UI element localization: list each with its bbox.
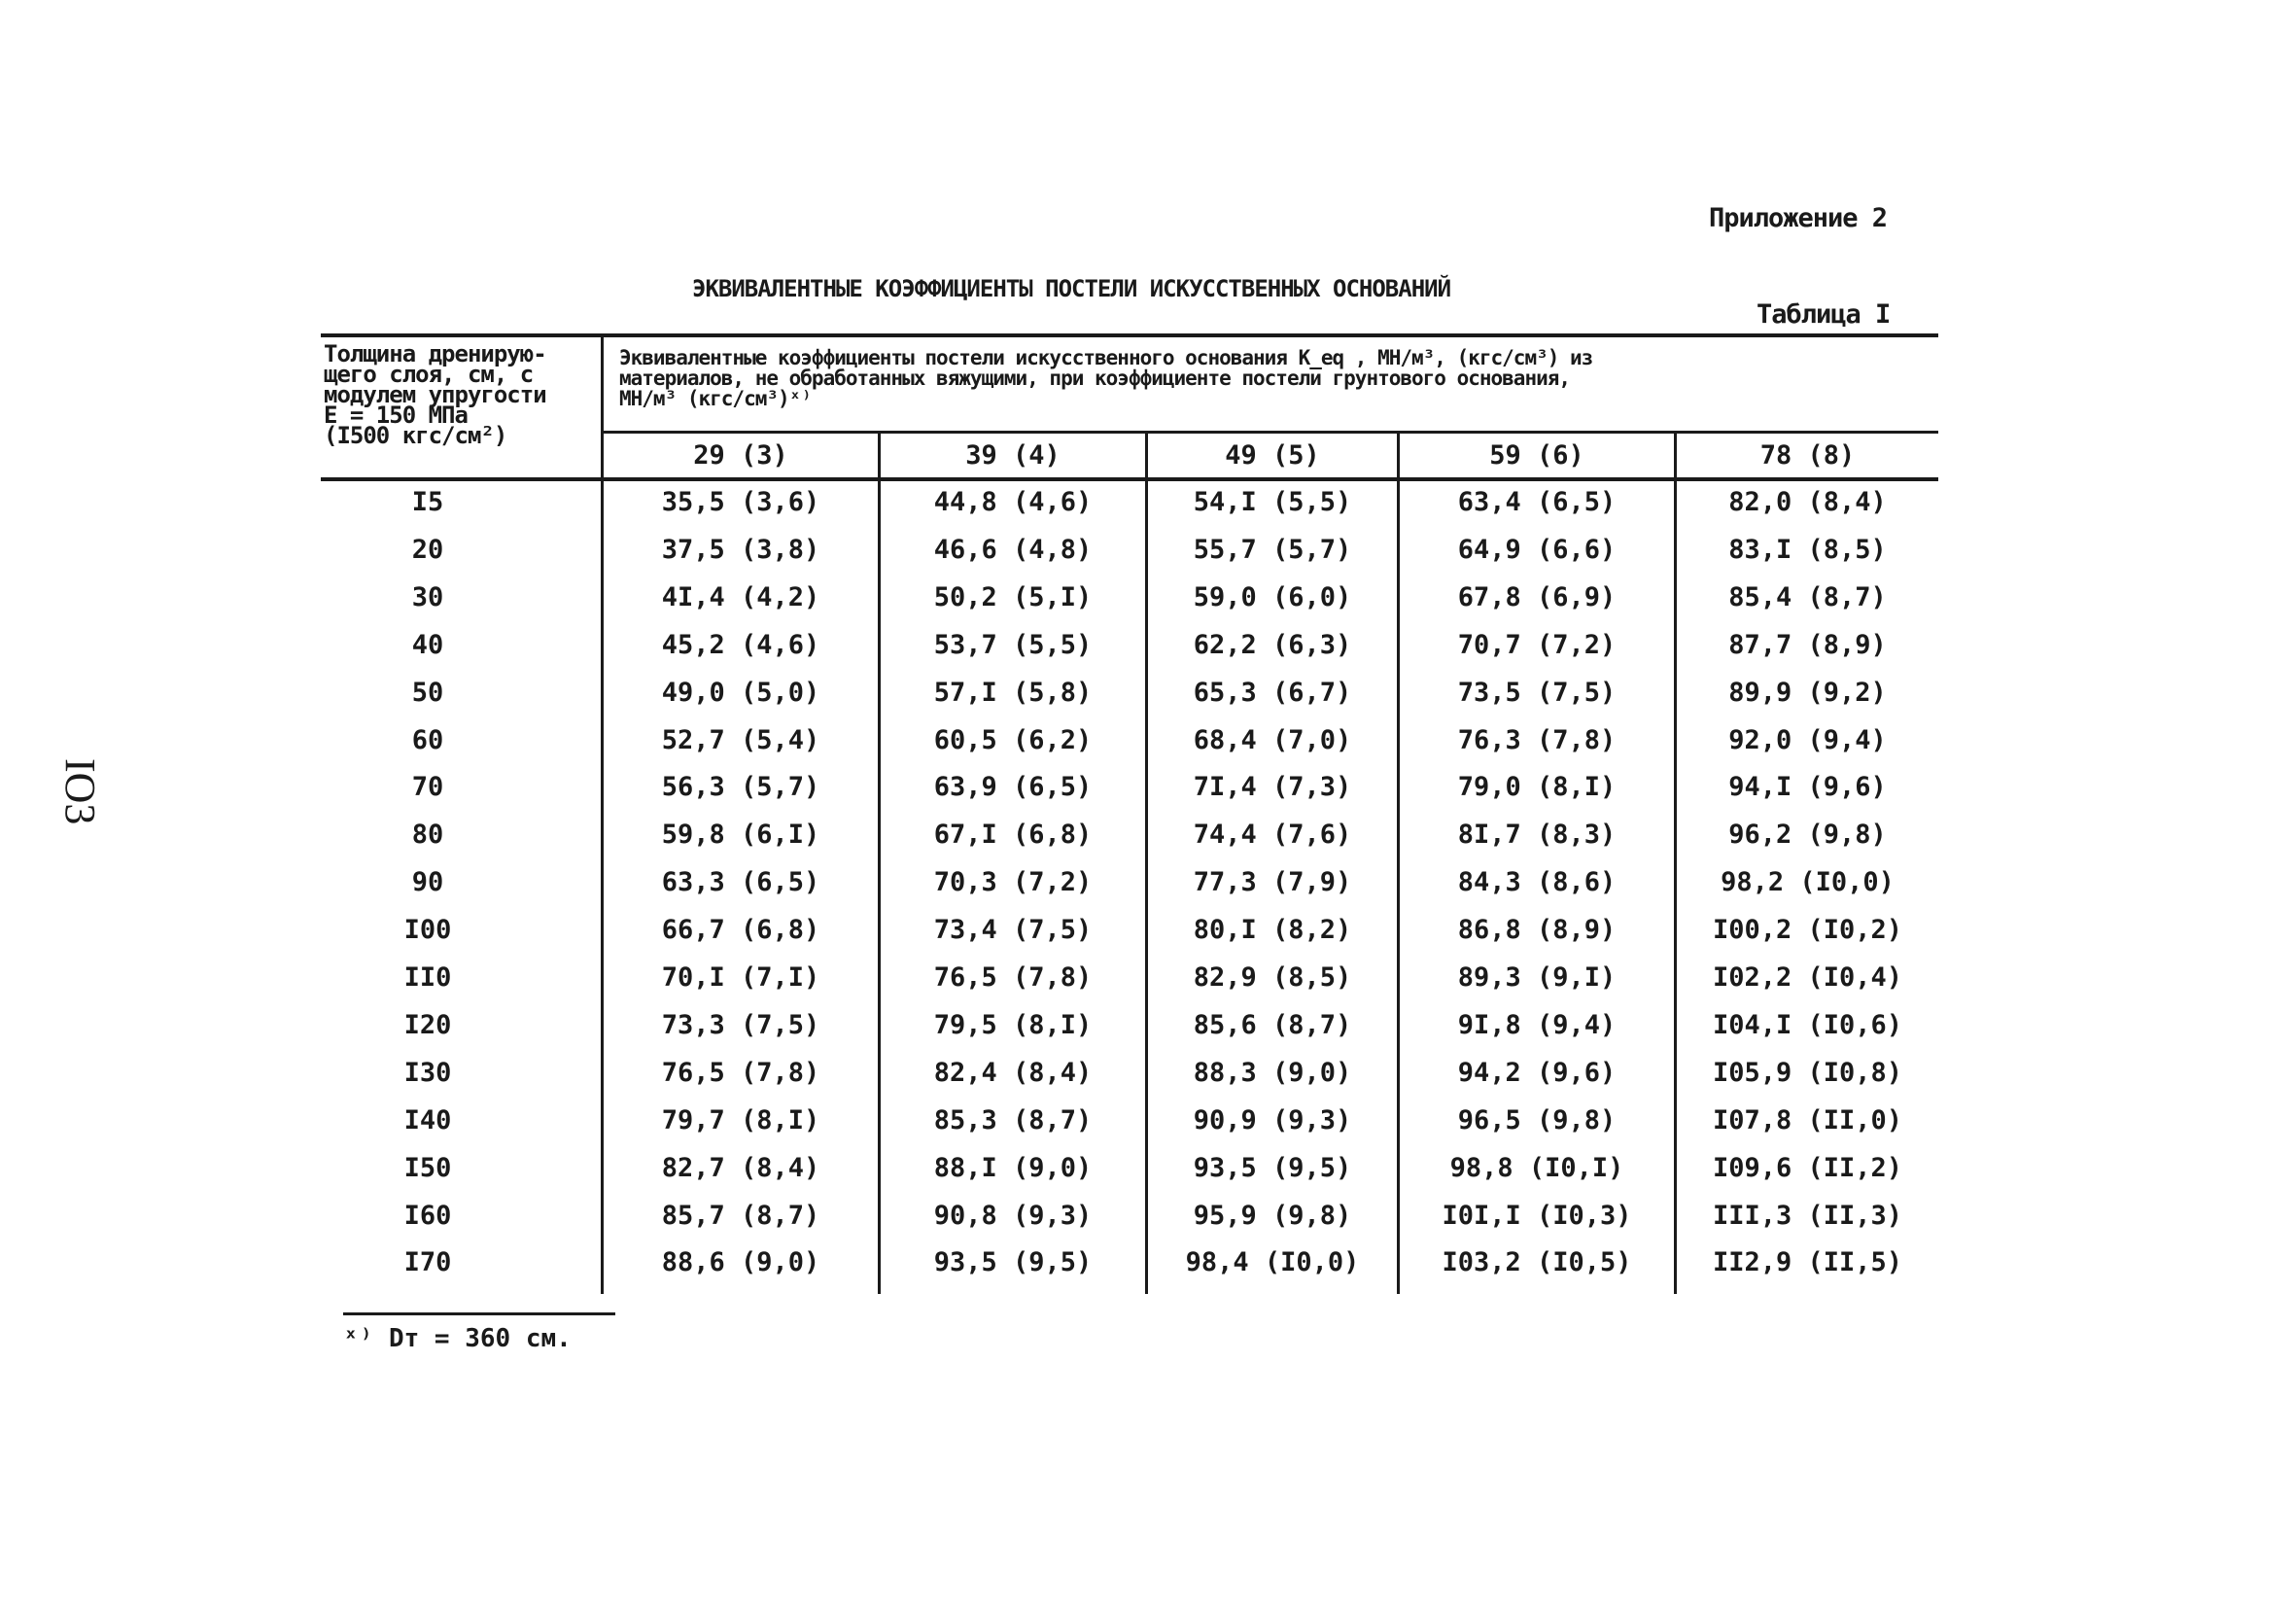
table-cell: 82,7 (8,4)	[661, 1153, 820, 1183]
appendix-label: Приложение 2	[1709, 203, 1888, 233]
table-cell: II2,9 (II,5)	[1712, 1247, 1903, 1277]
header-line: Толщина дренирую-	[324, 340, 546, 367]
table-cell: 85,6 (8,7)	[1193, 1010, 1352, 1040]
row-thickness: 80	[411, 820, 444, 850]
table-cell: 76,3 (7,8)	[1457, 725, 1617, 755]
footnote-rule	[343, 1312, 615, 1315]
table-cell: 56,3 (5,7)	[661, 772, 820, 802]
table-cell: 79,5 (8,I)	[933, 1010, 1093, 1040]
row-thickness: I40	[403, 1105, 452, 1135]
table-cell: 62,2 (6,3)	[1193, 630, 1352, 660]
table-cell: 79,0 (8,I)	[1457, 772, 1617, 802]
thickness-header	[324, 340, 586, 449]
table-cell: I04,I (I0,6)	[1712, 1010, 1903, 1040]
table-cell: I09,6 (II,2)	[1712, 1153, 1903, 1183]
table-cell: 4I,4 (4,2)	[661, 582, 820, 612]
table-cell: 45,2 (4,6)	[661, 630, 820, 660]
header-sub-rule	[603, 431, 1938, 434]
table-cell: 59,8 (6,I)	[661, 820, 820, 850]
table-cell: 9I,8 (9,4)	[1457, 1010, 1617, 1040]
coefficient-header	[619, 348, 1922, 409]
table-cell: 7I,4 (7,3)	[1193, 772, 1352, 802]
header-line: МН/м³ (кгс/см³)ˣ⁾	[619, 387, 812, 410]
table-cell: 80,I (8,2)	[1193, 915, 1352, 945]
table-cell: 96,5 (9,8)	[1457, 1105, 1617, 1135]
table-cell: 95,9 (9,8)	[1193, 1201, 1352, 1231]
table-cell: 85,3 (8,7)	[933, 1105, 1093, 1135]
header-line: (I500 кгс/см²)	[324, 422, 507, 449]
table-cell: 46,6 (4,8)	[933, 535, 1093, 565]
table-cell: 98,8 (I0,I)	[1449, 1153, 1624, 1183]
table-cell: 86,8 (8,9)	[1457, 915, 1617, 945]
column-header: 39 (4)	[965, 440, 1061, 471]
footnote: ˣ⁾ Dт = 360 см.	[343, 1324, 572, 1353]
row-thickness: I60	[403, 1201, 452, 1231]
row-thickness: I20	[403, 1010, 452, 1040]
row-thickness: 90	[411, 867, 444, 897]
table-cell: 98,2 (I0,0)	[1721, 867, 1895, 897]
table-cell: 70,I (7,I)	[661, 962, 820, 993]
table-cell: 64,9 (6,6)	[1457, 535, 1617, 565]
table-cell: 94,2 (9,6)	[1457, 1058, 1617, 1088]
table-cell: III,3 (II,3)	[1712, 1201, 1903, 1231]
row-thickness: 70	[411, 772, 444, 802]
header-line: материалов, не обработанных вяжущими, при коэффициенте постели грунтового основания,	[619, 367, 1571, 390]
table-cell: 88,I (9,0)	[933, 1153, 1093, 1183]
table-cell: 82,9 (8,5)	[1193, 962, 1352, 993]
table-cell: 60,5 (6,2)	[933, 725, 1093, 755]
table-cell: I02,2 (I0,4)	[1712, 962, 1903, 993]
table-cell: 53,7 (5,5)	[933, 630, 1093, 660]
column-header: 29 (3)	[693, 440, 788, 471]
table-cell: 79,7 (8,I)	[661, 1105, 820, 1135]
table-cell: 65,3 (6,7)	[1193, 678, 1352, 708]
table-cell: 84,3 (8,6)	[1457, 867, 1617, 897]
table-cell: 70,7 (7,2)	[1457, 630, 1617, 660]
table-cell: 88,6 (9,0)	[661, 1247, 820, 1277]
table-cell: 90,8 (9,3)	[933, 1201, 1093, 1231]
row-thickness: 50	[411, 678, 444, 708]
table-cell: 93,5 (9,5)	[933, 1247, 1093, 1277]
table-cell: 44,8 (4,6)	[933, 487, 1093, 517]
table-cell: 83,I (8,5)	[1728, 535, 1887, 565]
table-cell: 90,9 (9,3)	[1193, 1105, 1352, 1135]
table-cell: 54,I (5,5)	[1193, 487, 1352, 517]
table-cell: 87,7 (8,9)	[1728, 630, 1887, 660]
table-cell: 96,2 (9,8)	[1728, 820, 1887, 850]
column-header: 59 (6)	[1489, 440, 1584, 471]
table-cell: 8I,7 (8,3)	[1457, 820, 1617, 850]
row-thickness: 60	[411, 725, 444, 755]
table-cell: 55,7 (5,7)	[1193, 535, 1352, 565]
table-cell: 89,3 (9,I)	[1457, 962, 1617, 993]
table-cell: 76,5 (7,8)	[661, 1058, 820, 1088]
table-cell: I0I,I (I0,3)	[1442, 1201, 1632, 1231]
table-cell: 77,3 (7,9)	[1193, 867, 1352, 897]
table-cell: 52,7 (5,4)	[661, 725, 820, 755]
table-cell: 98,4 (I0,0)	[1185, 1247, 1360, 1277]
column-header: 78 (8)	[1759, 440, 1856, 471]
table-cell: 73,4 (7,5)	[933, 915, 1093, 945]
header-line: щего слоя, см, с	[324, 361, 534, 388]
row-thickness: 40	[411, 630, 444, 660]
table-cell: 85,7 (8,7)	[661, 1201, 820, 1231]
header-line: Эквивалентные коэффициенты постели искусственного основания K_eq , МН/м³, (кгс/см³) из	[619, 346, 1593, 369]
table-cell: 88,3 (9,0)	[1193, 1058, 1352, 1088]
row-thickness: I30	[403, 1058, 452, 1088]
table-cell: I00,2 (I0,2)	[1712, 915, 1903, 945]
table-cell: 35,5 (3,6)	[661, 487, 820, 517]
table-cell: 63,4 (6,5)	[1457, 487, 1617, 517]
table-cell: 59,0 (6,0)	[1193, 582, 1352, 612]
table-cell: 85,4 (8,7)	[1728, 582, 1887, 612]
table-cell: 82,4 (8,4)	[933, 1058, 1093, 1088]
table-cell: 49,0 (5,0)	[661, 678, 820, 708]
table-cell: I07,8 (II,0)	[1712, 1105, 1903, 1135]
table-cell: 93,5 (9,5)	[1193, 1153, 1352, 1183]
table-top-rule	[321, 333, 1938, 337]
table-cell: 89,9 (9,2)	[1728, 678, 1887, 708]
table-cell: 67,8 (6,9)	[1457, 582, 1617, 612]
table-cell: 57,I (5,8)	[933, 678, 1093, 708]
table-cell: 82,0 (8,4)	[1728, 487, 1887, 517]
row-thickness: I5	[411, 487, 444, 517]
row-thickness: II0	[403, 962, 452, 993]
table-cell: 63,9 (6,5)	[933, 772, 1093, 802]
table-cell: 50,2 (5,I)	[933, 582, 1093, 612]
table-cell: 92,0 (9,4)	[1728, 725, 1887, 755]
column-divider	[601, 335, 604, 1294]
table-cell: I05,9 (I0,8)	[1712, 1058, 1903, 1088]
row-thickness: I70	[403, 1247, 452, 1277]
row-thickness: 30	[411, 582, 444, 612]
table-label: Таблица I	[1757, 299, 1891, 330]
table-cell: 68,4 (7,0)	[1193, 725, 1352, 755]
table-cell: 67,I (6,8)	[933, 820, 1093, 850]
row-thickness: I50	[403, 1153, 452, 1183]
table-cell: 73,5 (7,5)	[1457, 678, 1617, 708]
row-thickness: 20	[411, 535, 444, 565]
page-title: ЭКВИВАЛЕНТНЫЕ КОЭФФИЦИЕНТЫ ПОСТЕЛИ ИСКУССТВЕННЫХ ОСНОВАНИЙ	[692, 275, 1451, 302]
table-cell: I03,2 (I0,5)	[1442, 1247, 1632, 1277]
table-cell: 66,7 (6,8)	[661, 915, 820, 945]
header-bottom-rule	[321, 477, 1938, 481]
header-line: модулем упругости	[324, 381, 546, 408]
table-cell: 73,3 (7,5)	[661, 1010, 820, 1040]
table-cell: 37,5 (3,8)	[661, 535, 820, 565]
column-header: 49 (5)	[1225, 440, 1320, 471]
table-cell: 70,3 (7,2)	[933, 867, 1093, 897]
table-cell: 63,3 (6,5)	[661, 867, 820, 897]
page-number: IO3	[56, 758, 104, 825]
table-cell: 74,4 (7,6)	[1193, 820, 1352, 850]
row-thickness: I00	[403, 915, 452, 945]
table-cell: 94,I (9,6)	[1728, 772, 1887, 802]
table-cell: 76,5 (7,8)	[933, 962, 1093, 993]
header-line: E = 150 МПа	[324, 402, 468, 429]
